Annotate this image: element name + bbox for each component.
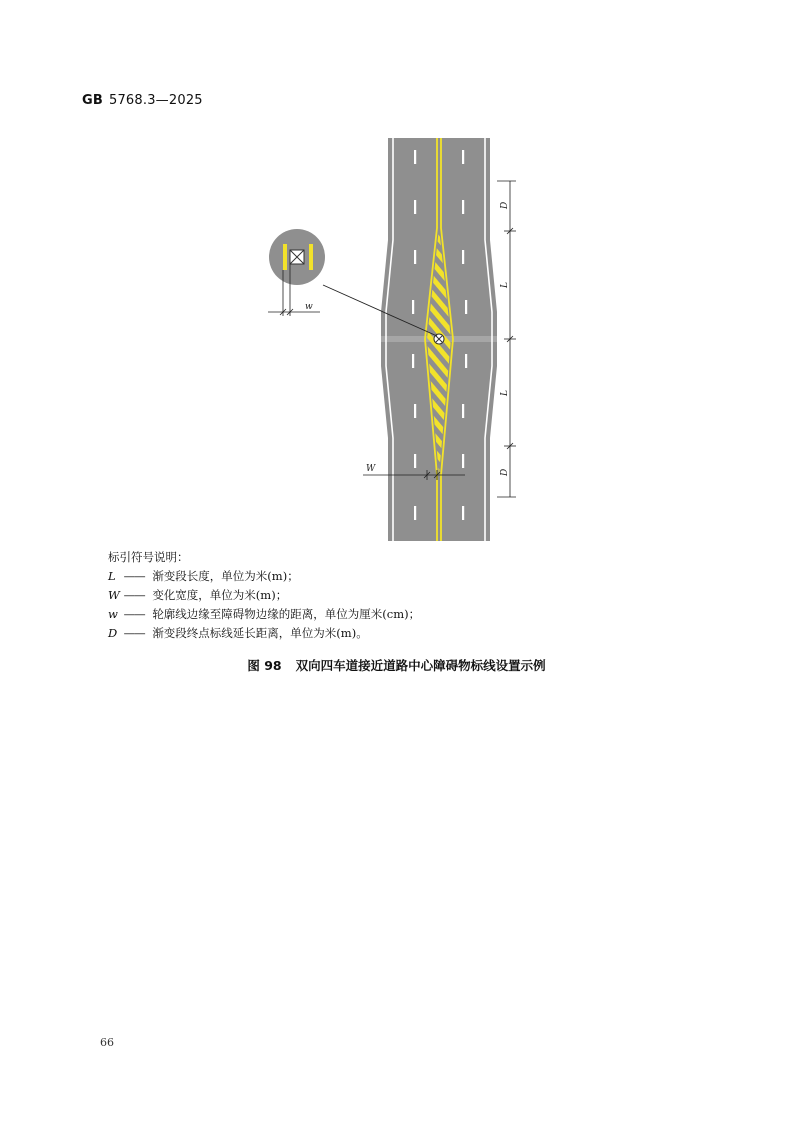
legend-item: [108, 567, 420, 586]
label-D-bottom: D: [500, 468, 510, 476]
legend-dash: ——: [123, 607, 145, 621]
legend-symbol: W: [108, 588, 120, 602]
legend-item: [108, 605, 420, 624]
detail-circle: [269, 229, 325, 285]
legend-dash: ——: [123, 588, 145, 602]
figure-number: 图 98: [247, 658, 282, 673]
legend-symbol: w: [108, 607, 118, 621]
legend-symbol: D: [108, 626, 118, 640]
figure-caption: [0, 656, 793, 674]
length-dimension-chain: [497, 181, 516, 497]
label-L-top: L: [500, 282, 510, 288]
label-W: W: [366, 464, 376, 474]
legend-text: 变化宽度，单位为米(m)；: [152, 588, 288, 602]
standard-number: 5768.3—2025: [108, 93, 203, 108]
legend-item: [108, 586, 420, 605]
page-number: 66: [100, 1036, 114, 1049]
standard-prefix: GB: [82, 93, 103, 108]
legend: [108, 548, 420, 643]
label-w: w: [305, 302, 313, 312]
legend-title: 标引符号说明：: [108, 550, 189, 564]
legend-symbol: L: [108, 569, 116, 583]
label-L-bottom: L: [500, 390, 510, 396]
figure-title: 双向四车道接近道路中心障碍物标线设置示例: [295, 658, 546, 673]
legend-dash: ——: [123, 626, 145, 640]
legend-item: [108, 624, 420, 643]
legend-text: 渐变段长度，单位为米(m)；: [152, 569, 299, 583]
legend-dash: ——: [123, 569, 145, 583]
legend-text: 轮廓线边缘至障碍物边缘的距离，单位为厘米(cm)；: [152, 607, 421, 621]
legend-text: 渐变段终点标线延长距离，单位为米(m)。: [152, 626, 368, 640]
label-D-top: D: [500, 201, 510, 209]
